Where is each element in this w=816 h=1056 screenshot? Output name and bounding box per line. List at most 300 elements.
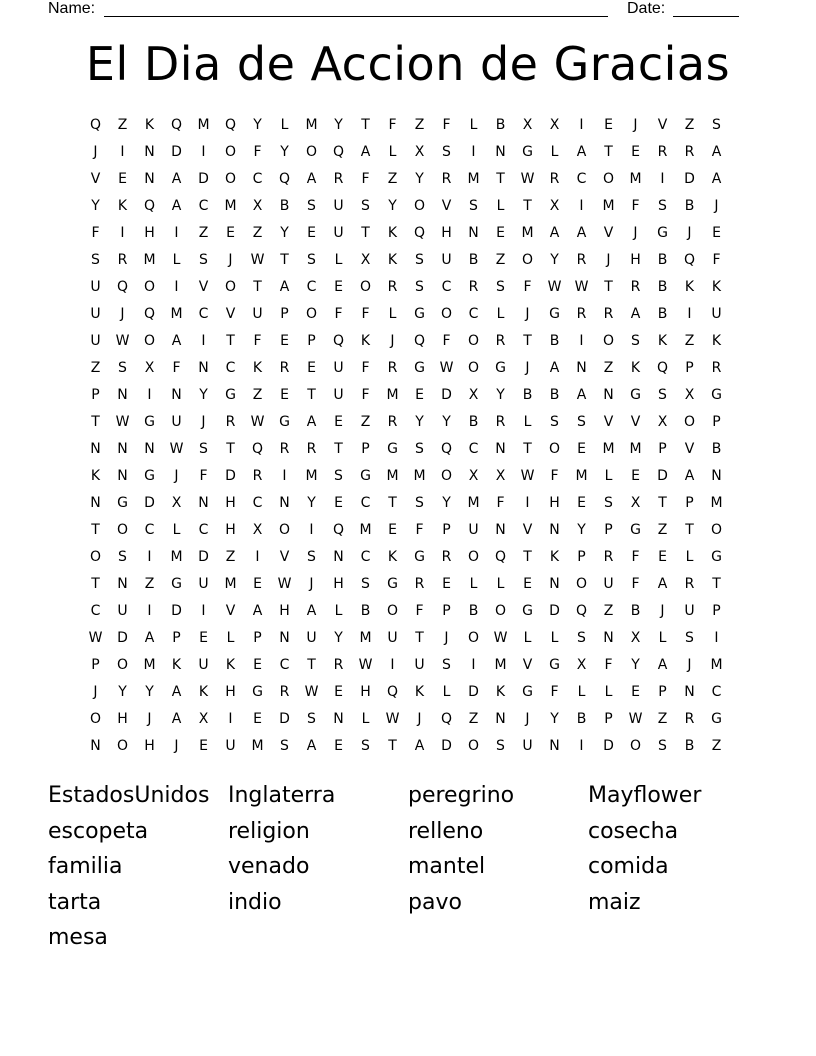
grid-letter: K — [549, 549, 560, 565]
grid-row — [82, 112, 730, 139]
grid-letter: G — [414, 360, 425, 376]
grid-letter: G — [630, 522, 641, 538]
grid-letter: K — [387, 225, 398, 241]
grid-letter: T — [658, 495, 667, 511]
grid-row — [82, 652, 730, 679]
word-list-item: venado — [228, 854, 310, 879]
grid-letter: U — [684, 603, 695, 619]
grid-letter: X — [684, 387, 695, 403]
grid-letter: B — [279, 198, 290, 214]
grid-letter: L — [280, 117, 289, 133]
grid-letter: Q — [170, 117, 183, 133]
grid-letter: W — [304, 684, 319, 700]
grid-letter: F — [361, 171, 370, 187]
grid-letter: R — [333, 171, 344, 187]
grid-letter: X — [549, 198, 560, 214]
grid-letter: S — [118, 549, 127, 565]
grid-letter: T — [361, 117, 370, 133]
grid-letter: U — [522, 738, 533, 754]
grid-row — [82, 598, 730, 625]
grid-letter: R — [414, 576, 425, 592]
grid-letter: J — [633, 117, 638, 133]
grid-letter: A — [171, 171, 182, 187]
word-list-item: escopeta — [48, 818, 149, 844]
grid-letter: L — [361, 711, 370, 727]
grid-letter: Z — [657, 522, 668, 538]
grid-row — [82, 247, 730, 274]
grid-letter: Q — [332, 333, 345, 349]
grid-letter: R — [333, 657, 344, 673]
grid-letter: L — [604, 468, 613, 484]
grid-letter: N — [333, 711, 344, 727]
grid-letter: E — [631, 144, 640, 160]
grid-row — [82, 490, 730, 517]
grid-letter: O — [629, 738, 642, 754]
grid-letter: V — [603, 225, 614, 241]
grid-letter: O — [440, 468, 453, 484]
grid-letter: I — [201, 333, 206, 349]
grid-letter: P — [442, 522, 451, 538]
grid-letter: G — [279, 414, 290, 430]
grid-letter: X — [630, 495, 641, 511]
grid-letter: X — [360, 252, 371, 268]
grid-letter: E — [442, 576, 451, 592]
grid-letter: O — [602, 333, 615, 349]
grid-letter: W — [547, 279, 562, 295]
grid-letter: I — [147, 549, 152, 565]
grid-letter: R — [630, 279, 641, 295]
grid-letter: G — [630, 387, 641, 403]
grid-letter: P — [712, 414, 721, 430]
grid-letter: I — [282, 468, 287, 484]
grid-letter: R — [279, 684, 290, 700]
grid-letter: U — [333, 387, 344, 403]
grid-letter: F — [91, 225, 100, 241]
grid-letter: Y — [550, 711, 559, 727]
grid-letter: W — [520, 468, 535, 484]
grid-letter: S — [604, 495, 613, 511]
grid-letter: I — [471, 144, 476, 160]
grid-letter: T — [334, 441, 343, 457]
grid-letter: R — [306, 441, 317, 457]
grid-letter: J — [525, 360, 530, 376]
grid-letter: R — [495, 414, 506, 430]
grid-letter: X — [522, 117, 533, 133]
grid-letter: I — [147, 603, 152, 619]
grid-letter: M — [386, 468, 399, 484]
grid-letter: K — [495, 684, 506, 700]
grid-letter: S — [280, 738, 289, 754]
grid-letter: E — [199, 630, 208, 646]
grid-letter: A — [684, 468, 695, 484]
grid-letter: C — [306, 279, 317, 295]
grid-letter: U — [333, 225, 344, 241]
grid-letter: C — [360, 495, 371, 511]
grid-letter: C — [252, 495, 263, 511]
grid-letter: Y — [118, 684, 127, 700]
grid-letter: Y — [496, 387, 505, 403]
grid-letter: S — [658, 387, 667, 403]
grid-letter: S — [307, 711, 316, 727]
grid-letter: B — [630, 603, 641, 619]
grid-letter: C — [198, 306, 209, 322]
grid-letter: Q — [116, 279, 129, 295]
grid-letter: X — [198, 711, 209, 727]
grid-letter: K — [684, 279, 695, 295]
grid-letter: T — [523, 198, 532, 214]
grid-letter: Z — [117, 117, 128, 133]
grid-letter: I — [579, 333, 584, 349]
grid-letter: F — [631, 198, 640, 214]
grid-letter: D — [117, 630, 128, 646]
grid-letter: E — [577, 441, 586, 457]
grid-letter: M — [494, 657, 507, 673]
grid-letter: B — [468, 603, 479, 619]
date-label: Date: — [627, 0, 666, 17]
grid-letter: G — [171, 576, 182, 592]
grid-letter: R — [441, 549, 452, 565]
grid-letter: N — [117, 441, 128, 457]
grid-letter: D — [198, 171, 209, 187]
grid-letter: V — [90, 171, 101, 187]
grid-letter: Y — [442, 414, 451, 430]
grid-letter: K — [387, 252, 398, 268]
grid-letter: J — [174, 738, 179, 754]
grid-letter: T — [496, 171, 505, 187]
grid-letter: C — [90, 603, 101, 619]
grid-letter: P — [280, 306, 289, 322]
grid-letter: A — [657, 657, 668, 673]
grid-letter: L — [334, 252, 343, 268]
grid-letter: M — [305, 117, 318, 133]
grid-letter: X — [171, 495, 182, 511]
grid-letter: U — [414, 657, 425, 673]
grid-letter: S — [199, 441, 208, 457]
grid-letter: T — [604, 279, 613, 295]
grid-letter: D — [225, 468, 236, 484]
grid-letter: R — [684, 144, 695, 160]
grid-letter: T — [712, 576, 721, 592]
grid-letter: N — [495, 711, 506, 727]
name-label: Name: — [48, 0, 96, 17]
grid-letter: X — [630, 630, 641, 646]
grid-letter: H — [117, 711, 128, 727]
grid-letter: D — [441, 738, 452, 754]
grid-letter: S — [658, 738, 667, 754]
grid-letter: I — [579, 198, 584, 214]
grid-letter: M — [359, 630, 372, 646]
grid-letter: Q — [413, 225, 426, 241]
grid-letter: X — [468, 468, 479, 484]
grid-letter: S — [415, 441, 424, 457]
grid-letter: N — [711, 468, 722, 484]
grid-letter: S — [307, 252, 316, 268]
grid-letter: E — [334, 684, 343, 700]
grid-letter: E — [523, 576, 532, 592]
grid-letter: D — [468, 684, 479, 700]
grid-letter: M — [170, 549, 183, 565]
grid-letter: Q — [89, 117, 102, 133]
grid-letter: W — [277, 576, 292, 592]
grid-letter: N — [117, 468, 128, 484]
grid-letter: R — [603, 306, 614, 322]
grid-letter: G — [522, 684, 533, 700]
grid-letter: U — [603, 576, 614, 592]
grid-letter: U — [711, 306, 722, 322]
grid-letter: C — [360, 549, 371, 565]
grid-letter: O — [575, 576, 588, 592]
grid-letter: W — [88, 630, 103, 646]
grid-letter: A — [306, 414, 317, 430]
grid-letter: F — [550, 684, 559, 700]
grid-letter: E — [307, 225, 316, 241]
grid-letter: A — [171, 198, 182, 214]
grid-letter: S — [577, 414, 586, 430]
grid-letter: X — [414, 144, 425, 160]
grid-letter: V — [657, 117, 668, 133]
grid-letter: A — [549, 360, 560, 376]
grid-letter: L — [172, 252, 181, 268]
grid-letter: M — [467, 171, 480, 187]
grid-letter: Z — [711, 738, 722, 754]
grid-letter: A — [306, 171, 317, 187]
grid-letter: C — [198, 198, 209, 214]
grid-letter: Y — [442, 495, 451, 511]
grid-letter: T — [253, 279, 262, 295]
grid-letter: L — [550, 144, 559, 160]
grid-letter: F — [415, 522, 424, 538]
grid-letter: I — [120, 225, 125, 241]
grid-letter: N — [495, 441, 506, 457]
grid-letter: M — [575, 468, 588, 484]
grid-letter: W — [520, 171, 535, 187]
grid-letter: O — [116, 522, 129, 538]
grid-letter: P — [253, 630, 262, 646]
grid-letter: S — [118, 360, 127, 376]
grid-letter: B — [711, 441, 722, 457]
grid-letter: X — [468, 387, 479, 403]
grid-letter: F — [253, 333, 262, 349]
grid-letter: T — [280, 252, 289, 268]
grid-letter: S — [550, 414, 559, 430]
grid-letter: E — [604, 117, 613, 133]
grid-letter: S — [415, 279, 424, 295]
grid-letter: R — [684, 576, 695, 592]
grid-letter: E — [226, 225, 235, 241]
grid-letter: I — [471, 657, 476, 673]
word-list-item: familia — [48, 854, 123, 879]
grid-letter: Z — [225, 549, 236, 565]
grid-letter: O — [440, 306, 453, 322]
grid-letter: M — [629, 441, 642, 457]
grid-letter: N — [279, 495, 290, 511]
grid-letter: G — [414, 549, 425, 565]
grid-letter: H — [441, 225, 452, 241]
grid-letter: R — [576, 252, 587, 268]
grid-letter: E — [577, 495, 586, 511]
grid-row — [82, 733, 730, 760]
grid-letter: F — [550, 468, 559, 484]
grid-letter: O — [467, 738, 480, 754]
grid-letter: G — [522, 603, 533, 619]
grid-letter: Q — [143, 306, 156, 322]
word-list-item: mantel — [408, 854, 486, 879]
grid-letter: T — [604, 144, 613, 160]
grid-letter: F — [334, 306, 343, 322]
grid-letter: Q — [683, 252, 696, 268]
grid-letter: G — [144, 414, 155, 430]
grid-letter: W — [493, 630, 508, 646]
grid-letter: E — [199, 738, 208, 754]
date-blank-line — [673, 16, 739, 17]
grid-letter: O — [116, 738, 129, 754]
grid-letter: W — [628, 711, 643, 727]
grid-letter: Q — [332, 144, 345, 160]
grid-letter: N — [603, 630, 614, 646]
grid-letter: J — [633, 225, 638, 241]
grid-letter: Z — [684, 117, 695, 133]
grid-letter: M — [143, 657, 156, 673]
grid-letter: L — [604, 684, 613, 700]
grid-letter: Q — [575, 603, 588, 619]
grid-letter: P — [685, 360, 694, 376]
grid-letter: B — [522, 387, 533, 403]
grid-letter: N — [90, 738, 101, 754]
grid-letter: M — [629, 171, 642, 187]
grid-letter: A — [171, 333, 182, 349]
grid-letter: R — [279, 441, 290, 457]
grid-letter: C — [279, 657, 290, 673]
grid-letter: V — [522, 522, 533, 538]
grid-letter: A — [306, 603, 317, 619]
grid-letter: V — [684, 441, 695, 457]
grid-letter: W — [115, 333, 130, 349]
grid-letter: J — [201, 414, 206, 430]
grid-letter: A — [549, 225, 560, 241]
grid-letter: N — [495, 144, 506, 160]
grid-row — [82, 679, 730, 706]
grid-letter: G — [414, 306, 425, 322]
grid-letter: F — [253, 144, 262, 160]
grid-letter: L — [550, 630, 559, 646]
grid-row — [82, 328, 730, 355]
grid-letter: I — [660, 171, 665, 187]
grid-letter: U — [333, 360, 344, 376]
grid-letter: S — [415, 495, 424, 511]
grid-letter: P — [172, 630, 181, 646]
grid-letter: O — [602, 171, 615, 187]
grid-letter: K — [225, 657, 236, 673]
grid-letter: N — [603, 387, 614, 403]
grid-letter: E — [631, 684, 640, 700]
grid-letter: G — [495, 360, 506, 376]
grid-letter: O — [467, 549, 480, 565]
grid-letter: X — [252, 522, 263, 538]
grid-letter: C — [468, 306, 479, 322]
grid-letter: W — [115, 414, 130, 430]
grid-letter: R — [252, 468, 263, 484]
grid-letter: T — [685, 522, 694, 538]
grid-letter: T — [91, 522, 100, 538]
grid-letter: U — [90, 333, 101, 349]
grid-letter: L — [172, 522, 181, 538]
grid-letter: K — [630, 360, 641, 376]
grid-letter: U — [90, 306, 101, 322]
grid-letter: R — [576, 306, 587, 322]
grid-letter: E — [415, 387, 424, 403]
grid-letter: A — [711, 144, 722, 160]
word-list-item: cosecha — [588, 818, 679, 844]
grid-letter: P — [658, 441, 667, 457]
grid-letter: U — [333, 198, 344, 214]
grid-letter: Q — [386, 684, 399, 700]
grid-letter: Z — [360, 414, 371, 430]
grid-letter: D — [549, 603, 560, 619]
grid-letter: A — [576, 144, 587, 160]
grid-letter: R — [549, 171, 560, 187]
grid-letter: M — [467, 495, 480, 511]
word-list-item: maiz — [588, 889, 641, 915]
grid-letter: I — [228, 711, 233, 727]
grid-letter: S — [442, 657, 451, 673]
grid-letter: Y — [334, 117, 343, 133]
grid-letter: H — [225, 495, 236, 511]
grid-row — [82, 409, 730, 436]
grid-letter: G — [117, 495, 128, 511]
grid-letter: B — [360, 603, 371, 619]
word-list-item: comida — [588, 854, 669, 879]
grid-row — [82, 301, 730, 328]
grid-letter: O — [224, 279, 237, 295]
grid-letter: N — [144, 441, 155, 457]
grid-letter: F — [604, 657, 613, 673]
grid-row — [82, 382, 730, 409]
grid-letter: C — [144, 522, 155, 538]
grid-letter: C — [252, 171, 263, 187]
grid-letter: R — [711, 360, 722, 376]
grid-letter: N — [549, 738, 560, 754]
grid-letter: G — [360, 468, 371, 484]
grid-letter: W — [250, 414, 265, 430]
grid-letter: H — [549, 495, 560, 511]
grid-letter: U — [90, 279, 101, 295]
grid-letter: H — [144, 738, 155, 754]
grid-letter: R — [279, 360, 290, 376]
grid-letter: R — [441, 171, 452, 187]
grid-letter: S — [685, 630, 694, 646]
grid-letter: D — [603, 738, 614, 754]
grid-letter: A — [360, 144, 371, 160]
grid-letter: F — [388, 117, 397, 133]
grid-letter: Q — [251, 441, 264, 457]
word-list-item: peregrino — [408, 783, 515, 808]
grid-letter: D — [279, 711, 290, 727]
grid-letter: T — [523, 441, 532, 457]
grid-letter: H — [225, 684, 236, 700]
grid-letter: Y — [334, 630, 343, 646]
grid-letter: E — [712, 225, 721, 241]
grid-letter: S — [361, 738, 370, 754]
grid-letter: O — [278, 522, 291, 538]
grid-letter: B — [576, 711, 587, 727]
grid-letter: I — [390, 657, 395, 673]
grid-letter: S — [496, 279, 505, 295]
grid-letter: W — [385, 711, 400, 727]
grid-letter: S — [469, 198, 478, 214]
grid-letter: E — [658, 549, 667, 565]
grid-letter: M — [710, 495, 723, 511]
grid-letter: L — [577, 684, 586, 700]
